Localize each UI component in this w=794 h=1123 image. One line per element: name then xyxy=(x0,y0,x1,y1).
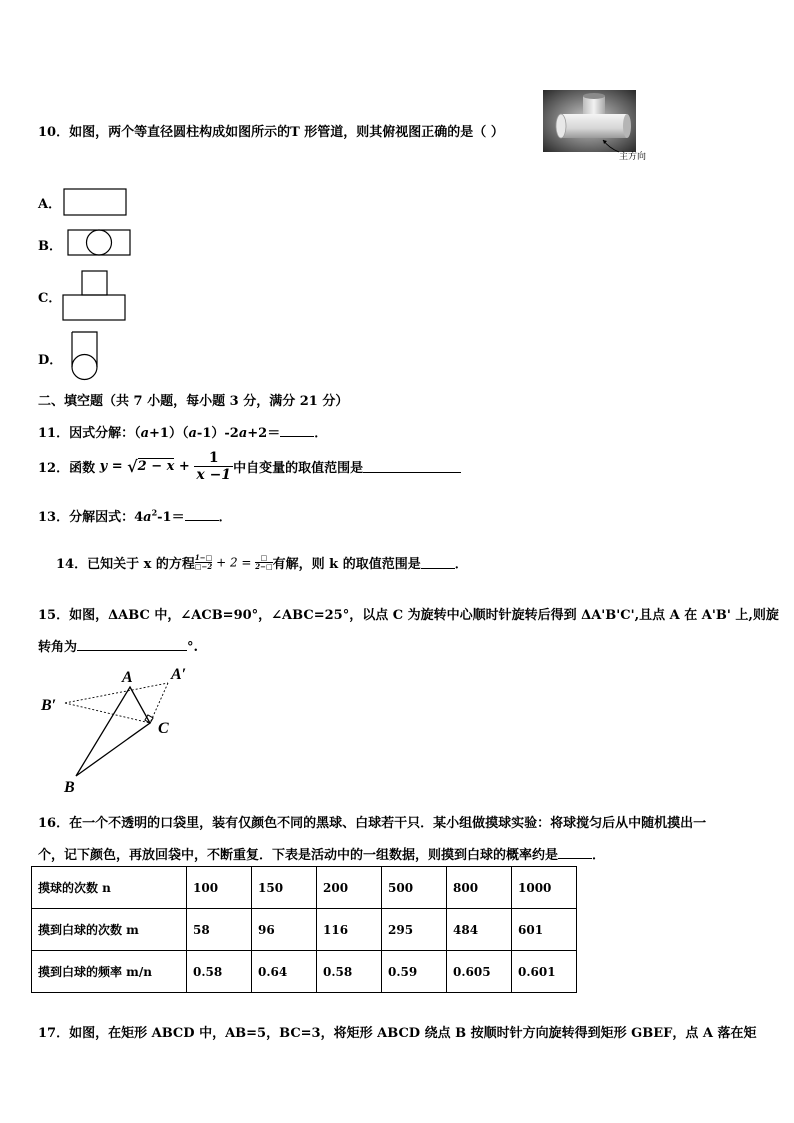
label-a-prime: A′ xyxy=(171,666,187,683)
option-d-figure xyxy=(70,331,102,383)
answer-blank xyxy=(421,556,455,569)
q16-line2: 个，记下颜色，再放回袋中，不断重复．下表是活动中的一组数据，则摸到白球的概率约是 ． xyxy=(38,848,606,863)
table-cell: 1000 xyxy=(512,867,577,909)
table-cell: 150 xyxy=(252,867,317,909)
table-cell: 0.64 xyxy=(252,951,317,993)
table-cell: 摸球的次数 n xyxy=(32,867,187,909)
table-cell: 摸到白球的频率 m/n xyxy=(32,951,187,993)
table-row xyxy=(32,909,577,951)
table-cell: 58 xyxy=(187,909,252,951)
q12: 12．函数 y = √2 − x + $\frac{1}{x -1}$ 中自变量的取值范围是 xyxy=(38,450,461,490)
table-row xyxy=(32,951,577,993)
table-cell: 摸到白球的次数 m xyxy=(32,909,187,951)
table-cell: 0.59 xyxy=(382,951,447,993)
option-d-label: D． xyxy=(38,353,63,368)
label-c: C xyxy=(158,720,169,737)
answer-blank xyxy=(558,846,592,859)
option-a-label: A． xyxy=(38,197,62,212)
t-pipe-photo xyxy=(543,90,668,162)
table-cell: 0.58 xyxy=(317,951,382,993)
table-cell: 116 xyxy=(317,909,382,951)
table-cell: 100 xyxy=(187,867,252,909)
q16-line1: 16．在一个不透明的口袋里，装有仅颜色不同的黑球、白球若干只．某小组做摸球实验：将球搅匀后从中随机摸出一 xyxy=(38,816,707,831)
q17-text: 17．如图，在矩形 ABCD 中，AB=5，BC=3，将矩形 ABCD 绕点 B 按顺时针方向旋转得到矩形 GBEF，点 A 落在矩 xyxy=(38,1026,757,1041)
experiment-table xyxy=(31,866,577,993)
label-b-prime: B′ xyxy=(41,697,57,714)
table-cell: 500 xyxy=(382,867,447,909)
table-cell: 0.58 xyxy=(187,951,252,993)
option-c-label: C． xyxy=(38,291,62,306)
option-a-figure xyxy=(63,188,129,218)
q15-figure xyxy=(38,662,198,798)
label-b: B xyxy=(64,779,75,796)
q15-line1: 15．如图，ΔABC 中，∠ACB=90°，∠ABC=25°，以点 C 为旋转中心顺时针旋转后得到 ΔA'B'C',且点 A 在 A'B' 上,则旋 xyxy=(38,608,779,623)
answer-blank xyxy=(363,460,461,473)
answer-blank xyxy=(185,508,219,521)
main-direction-label: 主方向 xyxy=(619,152,647,162)
answer-blank xyxy=(280,424,314,437)
option-b-label: B． xyxy=(38,239,62,254)
table-cell: 601 xyxy=(512,909,577,951)
table-cell: 295 xyxy=(382,909,447,951)
q13: 13．分解因式：$4a^2-1=$ ． xyxy=(38,507,232,525)
q14: 14．已知关于 x 的方程 $\frac{1-□}{□-2} + 2$ = $\frac{□}{2-□}$有解，则 k 的取值范围是 ． xyxy=(56,553,468,572)
segment-a1-c xyxy=(150,683,168,723)
table-cell: 96 xyxy=(252,909,317,951)
section-heading: 二、填空题（共 7 小题，每小题 3 分，满分 21 分） xyxy=(38,394,349,409)
table-cell: 800 xyxy=(447,867,512,909)
q11: 11．因式分解：（a+1）（a-1）-2a+2＝ ． xyxy=(38,426,328,441)
label-a: A xyxy=(122,669,133,686)
table-cell: 0.605 xyxy=(447,951,512,993)
answer-blank xyxy=(77,638,187,651)
q10-text: 10．如图，两个等直径圆柱构成如图所示的T 形管道，则其俯视图正确的是（ ） xyxy=(38,125,504,140)
table-row xyxy=(32,867,577,909)
table-cell: 484 xyxy=(447,909,512,951)
q15-line2: 转角为 °. xyxy=(38,640,199,655)
option-b-figure xyxy=(67,228,133,258)
table-cell: 200 xyxy=(317,867,382,909)
table-cell: 0.601 xyxy=(512,951,577,993)
segment-b1-a1 xyxy=(65,683,168,703)
segment-b1-c xyxy=(65,703,150,723)
option-c-figure xyxy=(62,270,128,322)
triangle-abc xyxy=(76,687,150,776)
